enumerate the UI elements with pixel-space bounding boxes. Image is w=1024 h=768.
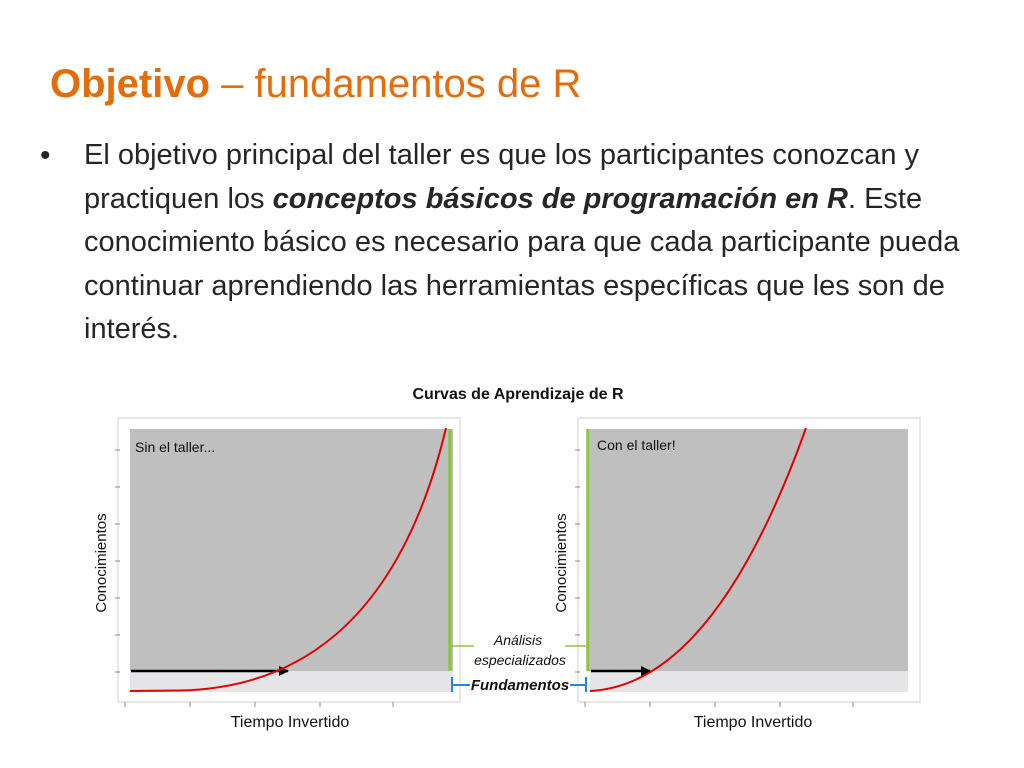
panel-1-zone-fundamentos bbox=[130, 671, 453, 692]
panel-1-zone-analisis bbox=[130, 429, 453, 671]
panel-2-x-ticks bbox=[585, 702, 853, 707]
slide-title-bold: Objetivo bbox=[50, 62, 211, 106]
bullet-text-emphasis: conceptos básicos de programación en R bbox=[272, 182, 848, 215]
panel-2-zone-fundamentos bbox=[590, 671, 908, 692]
bullet-dot-icon: • bbox=[40, 139, 51, 172]
panel-con-taller bbox=[553, 418, 920, 731]
bullet-text-part2: . Este conocimiento básico es necesario para que cada participante pueda continuar aprendiendo las herramientas específicas que les son de interés. bbox=[84, 182, 960, 345]
zone-annotations bbox=[452, 632, 586, 694]
panel-1-x-ticks bbox=[125, 702, 393, 707]
panel-1-xlabel: Tiempo Invertido bbox=[230, 714, 350, 731]
panel-1-ylabel: Conocimientos bbox=[93, 513, 110, 613]
chart-title: Curvas de Aprendizaje de R bbox=[412, 386, 624, 403]
panel-2-ylabel: Conocimientos bbox=[553, 513, 570, 613]
panel-sin-taller bbox=[93, 418, 460, 731]
panel-2-label: Con el taller! bbox=[597, 437, 676, 453]
zone-label-fundamentos: Fundamentos bbox=[470, 677, 570, 694]
zone-label-analisis: Análisis especializados bbox=[474, 632, 566, 668]
slide-title-rest: – fundamentos de R bbox=[210, 62, 582, 106]
panel-2-xlabel: Tiempo Invertido bbox=[693, 714, 813, 731]
panel-2-zone-analisis bbox=[590, 429, 908, 671]
bullet-text-part1: El objetivo principal del taller es que los participantes conozcan y practiquen los bbox=[84, 139, 920, 215]
panel-1-label: Sin el taller... bbox=[135, 439, 216, 455]
